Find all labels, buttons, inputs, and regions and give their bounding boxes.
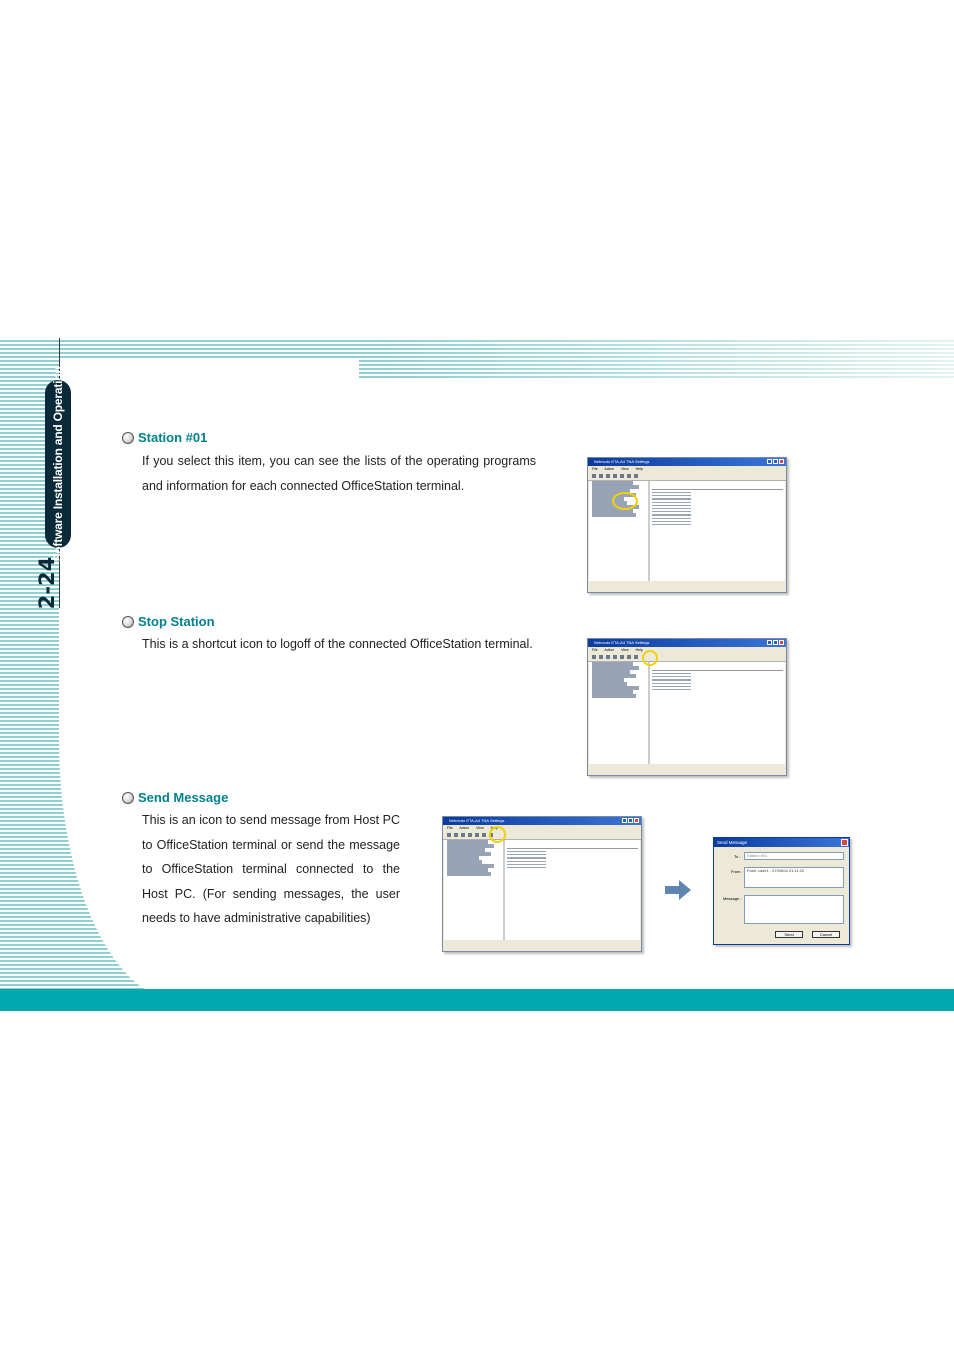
from-label: From : <box>731 869 743 874</box>
screenshot-send-message: Netmodo ETA-A4 TNA Settings File Action View Help <box>442 816 642 952</box>
send-button[interactable]: Send <box>775 931 803 938</box>
dialog-title: Send Message <box>714 838 849 847</box>
radio-bullet-icon <box>122 616 134 628</box>
from-field[interactable]: From :user1 - 07/03/04 21:11:22 <box>744 867 844 888</box>
footer-bar <box>0 989 954 1011</box>
close-icon[interactable] <box>841 839 848 846</box>
paragraph-station-01: If you select this item, you can see the lists of the operating programs and information for each connected OfficeStation terminal. <box>142 454 536 493</box>
to-label: To : <box>734 854 741 859</box>
right-arrow-icon <box>665 880 691 900</box>
heading-send-message <box>122 790 228 805</box>
page-number-label: 2-24 <box>35 556 59 609</box>
heading-text: Stop Station <box>138 614 215 629</box>
screenshot-station-01: Netmodo ETA-A4 TNA Settings File Action View Help <box>587 457 787 593</box>
send-message-dialog <box>713 837 850 945</box>
cancel-button[interactable]: Cancel <box>812 931 840 938</box>
heading-stop-station <box>122 614 215 629</box>
message-label: Message : <box>723 896 742 901</box>
heading-text: Send Message <box>138 790 229 805</box>
radio-bullet-icon <box>122 432 134 444</box>
screenshot-stop-station: Netmodo ETA-A4 TNA Settings File Action View Help <box>587 638 787 776</box>
page-number <box>35 555 59 610</box>
paragraph-send-message: This is an icon to send message from Host PC to OfficeStation terminal or send the message to OfficeStation terminal connected to the Host PC. (For sending messages, the user needs to have administrative capabilities) <box>142 813 400 925</box>
heading-station-01 <box>122 430 207 445</box>
paragraph-stop-station: This is a shortcut icon to logoff of the connected OfficeStation terminal. <box>142 637 533 651</box>
section-tab-label: Software Installation and Operation <box>51 366 65 562</box>
heading-text: Station #01 <box>138 430 208 445</box>
to-field[interactable]: Station #01 <box>744 852 844 860</box>
radio-bullet-icon <box>122 792 134 804</box>
section-tab <box>45 366 71 562</box>
message-field[interactable] <box>744 895 844 924</box>
